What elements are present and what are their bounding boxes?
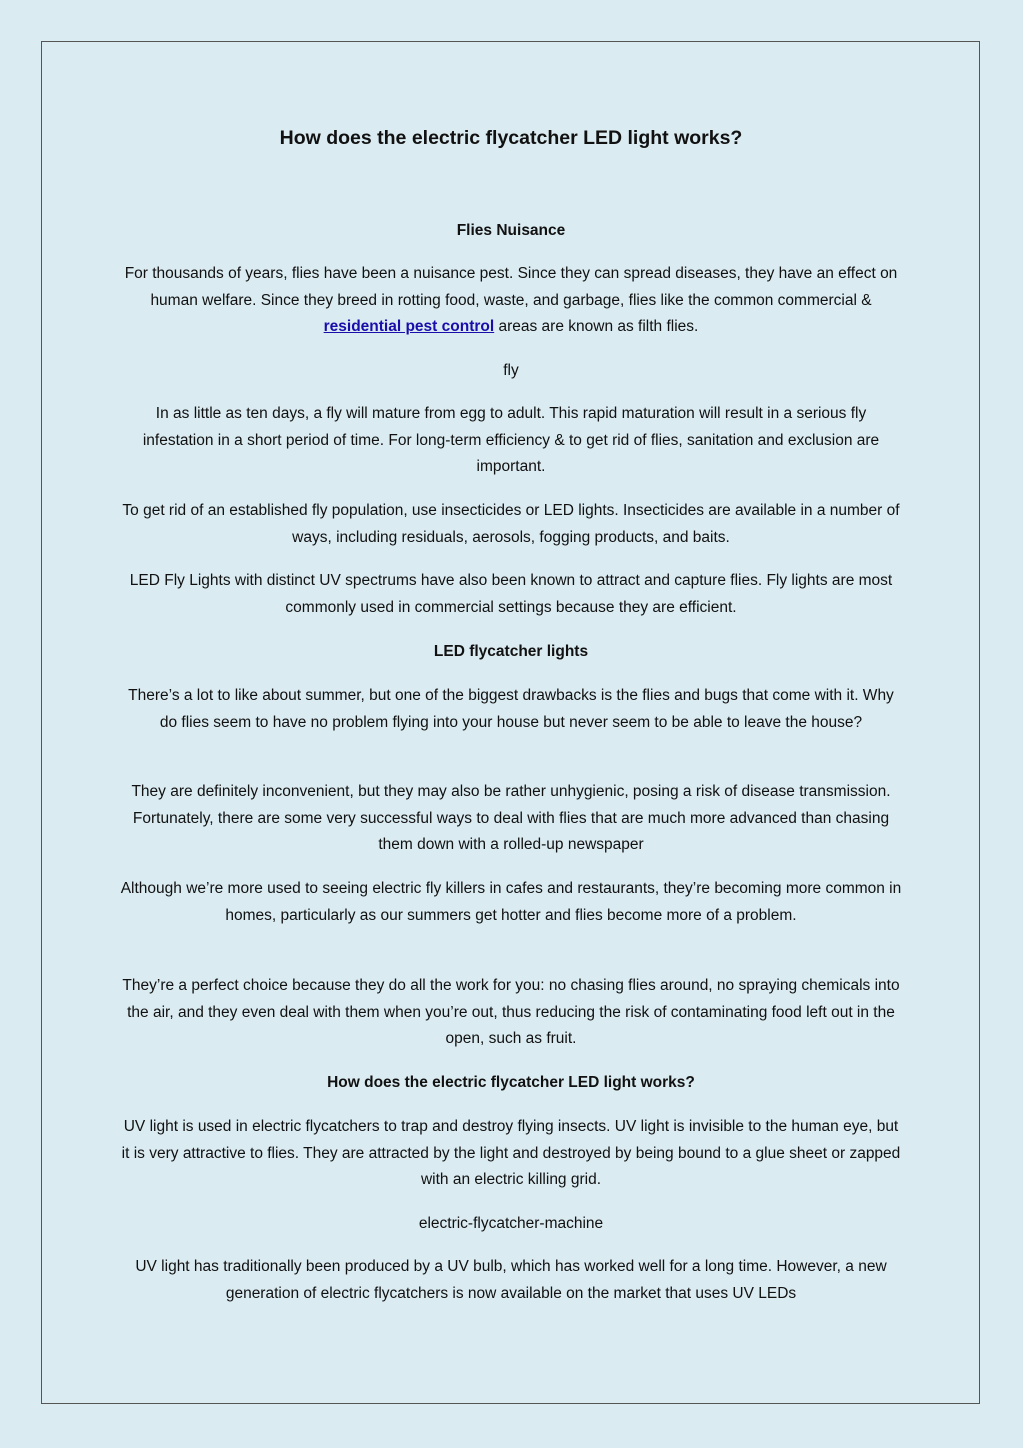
paragraph-fly-maturation: In as little as ten days, a fly will mature from egg to adult. This rapid maturation will result in a serious fly infestation in a short period of time. For long-term efficiency & to get rid of flies, sanitation and exclusion are important. (142, 405, 880, 475)
paragraph-text: For thousands of years, flies have been a nuisance pest. Since they can spread diseases, they have an effect on human welfare. Since they breed in rotting food, waste, and garbage, flies like the common commercial & (124, 265, 898, 309)
paragraph-uv-bulb: UV light has traditionally been produced by a UV bulb, which has worked well for a long time. However, a new generation of electric flycatchers is now available on the market that uses UV LEDs (135, 1258, 887, 1302)
document-title: How does the electric flycatcher LED light works? (279, 127, 743, 149)
paragraph-electric-fly-killers: Although we’re more used to seeing electric fly killers in cafes and restaurants, they’re becoming more common in homes, particularly as our summers get hotter and flies become more of a problem. (120, 880, 902, 924)
paragraph-perfect-choice: They’re a perfect choice because they do all the work for you: no chasing flies around, no spraying chemicals into the air, and they even deal with them when you’re out, thus reducing the risk of contaminating food left out in the open, such as fruit. (122, 977, 900, 1047)
how-it-works-heading: How does the electric flycatcher LED light works? (327, 1074, 695, 1091)
flies-nuisance-heading: Flies Nuisance (456, 222, 566, 239)
paragraph-insecticides: To get rid of an established fly population, use insecticides or LED lights. Insecticides are available in a number of ways, including residuals, aerosols, fogging products, and baits. (122, 502, 900, 546)
paragraph-unhygienic: They are definitely inconvenient, but they may also be rather unhygienic, posing a risk of disease transmission. Fortunately, there are some very successful ways to deal with flies that are much more advanced than chasing them down with a rolled-up newspaper (131, 783, 891, 853)
paragraph-uv-light: UV light is used in electric flycatchers to trap and destroy flying insects. UV light is invisible to the human eye, but it is very attractive to flies. They are attracted by the light and destroyed by being bound to a glue sheet or zapped with an electric killing grid. (121, 1118, 901, 1188)
residential-pest-control-link[interactable]: residential pest control (323, 318, 495, 335)
paragraph-text: areas are known as filth flies. (494, 318, 699, 335)
image-alt-fly: fly (503, 362, 519, 379)
paragraph-led-fly-lights: LED Fly Lights with distinct UV spectrums have also been known to attract and capture flies. Fly lights are most commonly used in commercial settings because they are efficient. (129, 572, 893, 616)
paragraph-flies-nuisance (120, 261, 902, 341)
image-alt-flycatcher-machine: electric-flycatcher-machine (418, 1215, 604, 1232)
paragraph-summer-flies: There’s a lot to like about summer, but one of the biggest drawbacks is the flies and bugs that come with it. Why do flies seem to have no problem flying into your house but never seem to be able to leave the house? (128, 687, 894, 731)
led-flycatcher-heading: LED flycatcher lights (433, 643, 589, 660)
